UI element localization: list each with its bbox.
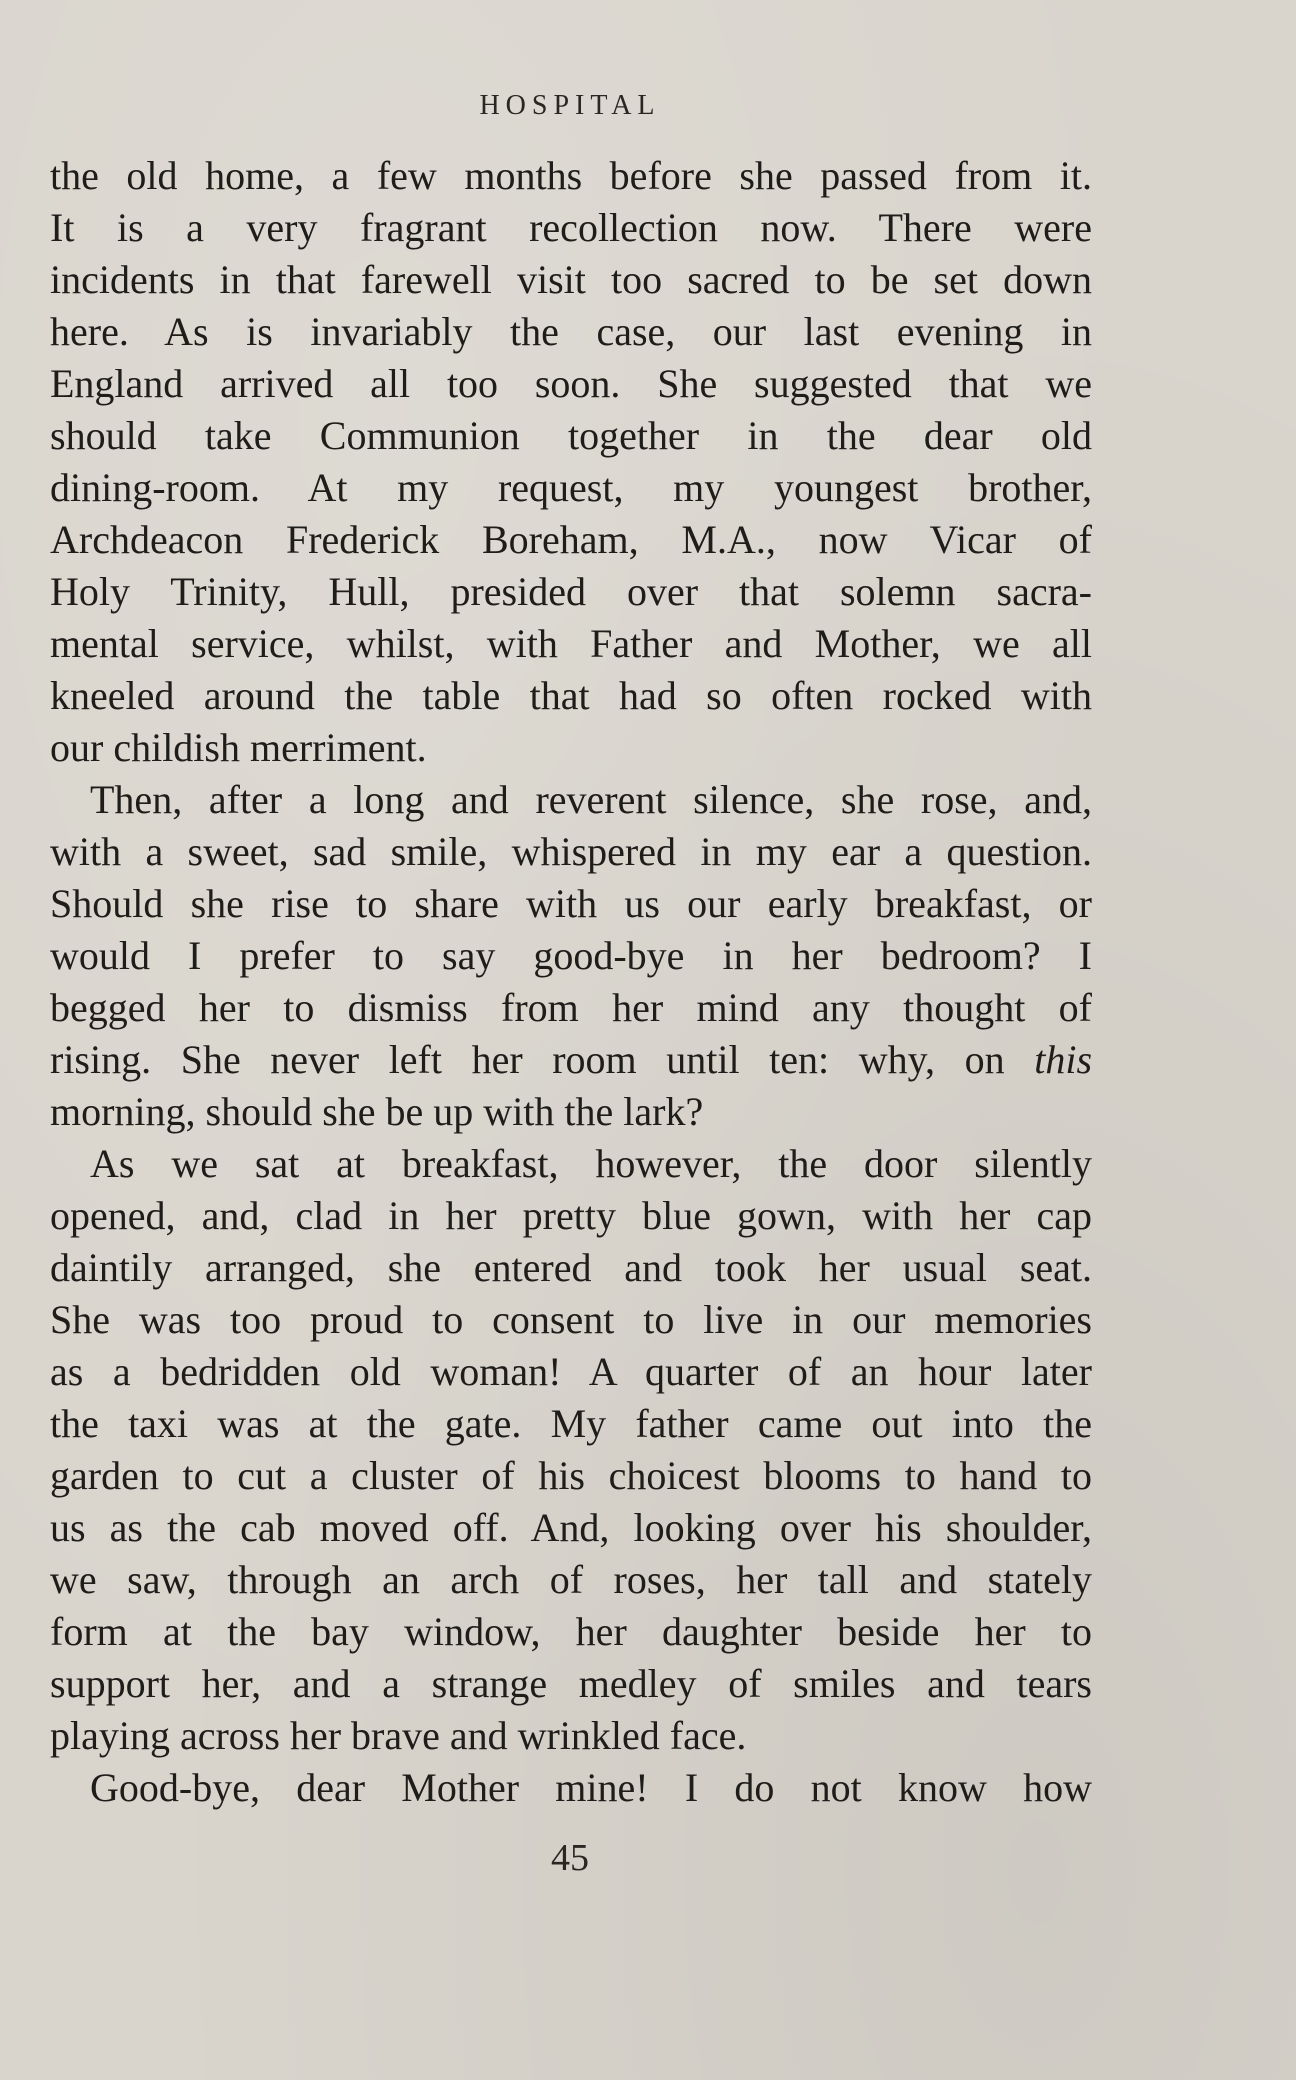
text-line: incidents in that farewell visit too sacred to be set down: [50, 257, 1092, 302]
text-line: Holy Trinity, Hull, presided over that solemn sacra-: [50, 569, 1092, 614]
text-line: the old home, a few months before she passed from it.: [50, 153, 1092, 198]
italic-word: this: [1034, 1037, 1093, 1082]
text-line: form at the bay window, her daughter beside her to: [50, 1609, 1092, 1654]
text-line: support her, and a strange medley of smiles and tears: [50, 1661, 1092, 1706]
text-line: As we sat at breakfast, however, the door silently: [90, 1141, 1092, 1186]
body-text: [50, 150, 1092, 1814]
text-line: Archdeacon Frederick Boreham, M.A., now Vicar of: [50, 517, 1092, 562]
text-line: She was too proud to consent to live in our memories: [50, 1297, 1092, 1342]
text-line: the taxi was at the gate. My father came out into the: [50, 1401, 1092, 1446]
text-line: mental service, whilst, with Father and Mother, we all: [50, 621, 1092, 666]
text-line-part: rising. She never left her room until ten: why, on: [50, 1037, 1005, 1082]
text-line: us as the cab moved off. And, looking over his shoulder,: [50, 1505, 1092, 1550]
text-line: [50, 1034, 1092, 1086]
text-line: here. As is invariably the case, our last evening in: [50, 309, 1092, 354]
text-line: opened, and, clad in her pretty blue gown, with her cap: [50, 1193, 1092, 1238]
text-line: garden to cut a cluster of his choicest blooms to hand to: [50, 1453, 1092, 1498]
text-line: It is a very fragrant recollection now. There were: [50, 205, 1092, 250]
text-line: kneeled around the table that had so often rocked with: [50, 673, 1092, 718]
text-line: would I prefer to say good-bye in her bedroom? I: [50, 933, 1092, 978]
text-line: morning, should she be up with the lark?: [50, 1089, 704, 1134]
text-line: dining-room. At my request, my youngest brother,: [50, 465, 1092, 510]
running-head: HOSPITAL: [479, 90, 661, 121]
text-line: we saw, through an arch of roses, her tall and stately: [50, 1557, 1092, 1602]
text-line: should take Communion together in the dear old: [50, 413, 1092, 458]
text-line: Should she rise to share with us our early breakfast, or: [50, 881, 1092, 926]
text-line: England arrived all too soon. She suggested that we: [50, 361, 1092, 406]
text-line: Then, after a long and reverent silence, she rose, and,: [90, 777, 1092, 822]
text-line: daintily arranged, she entered and took her usual seat.: [50, 1245, 1092, 1290]
text-line: as a bedridden old woman! A quarter of an hour later: [50, 1349, 1092, 1394]
page-number: 45: [551, 1837, 589, 1879]
text-line: begged her to dismiss from her mind any thought of: [50, 985, 1092, 1030]
text-line: with a sweet, sad smile, whispered in my ear a question.: [50, 829, 1092, 874]
text-line: playing across her brave and wrinkled face.: [50, 1713, 747, 1758]
text-line: Good-bye, dear Mother mine! I do not know how: [90, 1765, 1092, 1810]
text-line: our childish merriment.: [50, 725, 427, 770]
